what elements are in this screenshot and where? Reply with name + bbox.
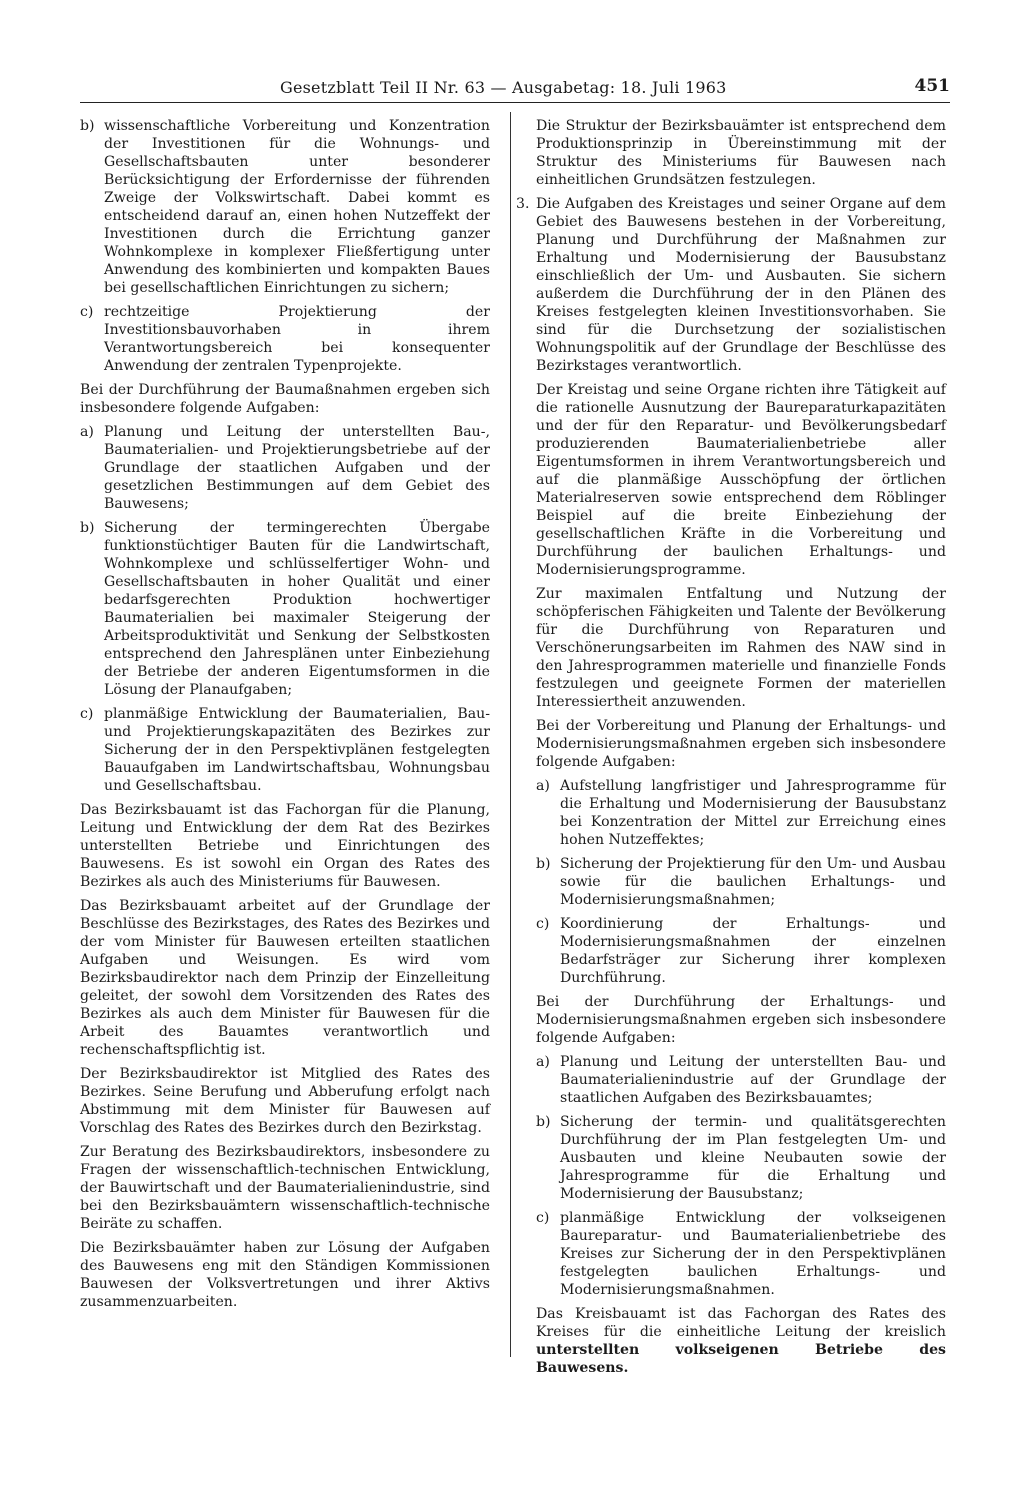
page-title: Gesetzblatt Teil II Nr. 63 — Ausgabetag: 18. Juli 1963 <box>280 78 727 97</box>
list-text: Planung und Leitung der unterstellten Bau- und Baumaterialienindustrie auf der Grundlage der staatlichen Aufgaben des Bezirksbauamtes; <box>560 1054 946 1106</box>
paragraph: Das Bezirksbauamt arbeitet auf der Grundlage der Beschlüsse des Bezirkstages, des Rates des Bezirkes und der vom Minister für Bauwesen erteilten staatlichen Aufgaben und Weisungen. Es wird vom Bezirksbaudirektor nach dem Prinzip der Einzelleitung geleitet, der sowohl dem Vorsitzenden des Rates des Bezirkes als auch dem Minister für Bauwesen für die Arbeit des Bauamtes verantwortlich und rechenschaftspflichtig ist. <box>80 898 490 1058</box>
right-column <box>516 117 946 1383</box>
list-text: planmäßige Entwicklung der Baumaterialien, Bau- und Projektierungskapazitäten des Bezirkes zur Sicherung der in den Perspektivplänen festgelegten Bauaufgaben im Landwirtschaftsbau, Wohnungsbau und Gesellschaftsbau. <box>104 706 490 794</box>
paragraph <box>536 1305 946 1377</box>
list-label: b) <box>80 520 95 536</box>
list-text: Koordinierung der Erhaltungs- und Modernisierungsmaßnahmen der einzelnen Bedarfsträger zur Sicherung ihrer komplexen Durchführung. <box>560 916 946 986</box>
list-label: b) <box>536 1114 551 1130</box>
paragraph: Bei der Durchführung der Erhaltungs- und Modernisierungsmaßnahmen ergeben sich insbesondere folgende Aufgaben: <box>536 994 946 1046</box>
left-column <box>80 117 490 1317</box>
list-text: Sicherung der termin- und qualitätsgerechten Durchführung der im Plan festgelegten Um- und Ausbauten und kleine Neubauten sowie der Jahresprogramme für die Erhaltung und Modernisierung der Bausubstanz; <box>560 1114 946 1202</box>
paragraph: Das Bezirksbauamt ist das Fachorgan für die Planung, Leitung und Entwicklung der dem Rat des Bezirkes unterstellten Betriebe und Einrichtungen des Bauwesens. Es ist sowohl ein Organ des Rates des Bezirkes als auch des Ministeriums für Bauwesen. <box>80 802 490 890</box>
list-text: rechtzeitige Projektierung der Investitionsbauvorhaben in ihrem Verantwortungsbereich bei konsequenter Anwendung der zentralen Typenprojekte. <box>104 304 490 374</box>
list-text: Planung und Leitung der unterstellten Bau-, Baumaterialien- und Projektierungsbetriebe auf der Grundlage der staatlichen Aufgaben und der gesetzlichen Bestimmungen auf dem Gebiet des Bauwesens; <box>104 424 490 512</box>
paragraph-text: Das Kreisbauamt ist das Fachorgan des Rates des Kreises für die einheitliche Leitung der kreislich <box>536 1306 946 1340</box>
page-header <box>80 78 950 103</box>
paragraph-text-emphasis: unterstellten volkseigenen Betriebe des Bauwesens. <box>536 1342 946 1376</box>
list-item <box>80 705 490 795</box>
list-label: a) <box>536 778 550 794</box>
list-text: Die Aufgaben des Kreistages und seiner Organe auf dem Gebiet des Bauwesens bestehen in der Vorbereitung, Planung und Durchführung der Maßnahmen zur Erhaltung und Modernisierung der Bausubstanz einschließlich der Um- und Ausbauten. Sie sichern außerdem die Durchführung der in den Plänen des Kreises festgelegten kleinen Investitionsvorhaben. Sie sind für die Durchsetzung der sozialistischen Wohnungspolitik auf der Grundlage der Beschlüsse des Bezirkstages verantwortlich. <box>536 196 946 374</box>
paragraph: Der Bezirksbaudirektor ist Mitglied des Rates des Bezirkes. Seine Berufung und Abberufung erfolgt nach Abstimmung mit dem Minister für Bauwesen auf Vorschlag des Rates des Bezirkes durch den Bezirkstag. <box>80 1066 490 1136</box>
list-label: b) <box>536 856 551 872</box>
paragraph: Bei der Vorbereitung und Planung der Erhaltungs- und Modernisierungsmaßnahmen ergeben sich insbesondere folgende Aufgaben: <box>536 718 946 770</box>
list-item <box>536 855 946 909</box>
list-text: Aufstellung langfristiger und Jahresprogramme für die Erhaltung und Modernisierung der Bausubstanz bei Konzentration der Mittel zur Erreichung eines hohen Nutzeffektes; <box>560 778 946 848</box>
list-text: Sicherung der Projektierung für den Um- und Ausbau sowie für die baulichen Erhaltungs- und Modernisierungsmaßnahmen; <box>560 856 946 908</box>
paragraph: Zur maximalen Entfaltung und Nutzung der schöpferischen Fähigkeiten und Talente der Bevölkerung für die Durchführung von Reparaturen und Verschönerungsarbeiten im Rahmen des NAW sind in den Jahresprogrammen materielle und finanzielle Fonds festzulegen und geeignete Formen der materiellen Interessiertheit anzuwenden. <box>536 586 946 710</box>
paragraph: Bei der Durchführung der Baumaßnahmen ergeben sich insbesondere folgende Aufgaben: <box>80 382 490 416</box>
paragraph: Die Bezirksbauämter haben zur Lösung der Aufgaben des Bauwesens eng mit den Ständigen Kommissionen Bauwesen der Volksvertretungen und ihrer Aktivs zusammenzuarbeiten. <box>80 1240 490 1310</box>
paragraph: Zur Beratung des Bezirksbaudirektors, insbesondere zu Fragen der wissenschaftlich-technischen Entwicklung, der Bauwirtschaft und der Baumaterialienindustrie, sind bei den Bezirksbauämtern wissenschaftlich-technische Beiräte zu schaffen. <box>80 1144 490 1232</box>
list-item <box>536 915 946 987</box>
list-item <box>80 303 490 375</box>
list-text: Sicherung der termingerechten Übergabe funktionstüchtiger Bauten für die Landwirtschaft, Wohnkomplexe und schlüsselfertiger Wohn- und Gesellschaftsbauten in hoher Qualität und einer bedarfsgerechten Produktion hochwertiger Baumaterialien bei maximaler Steigerung der Arbeitsproduktivität und Senkung der Selbstkosten entsprechend den Jahresplänen unter Einbeziehung der Betriebe der anderen Eigentumsformen in die Lösung der Planaufgaben; <box>104 520 490 698</box>
list-text: planmäßige Entwicklung der volkseigenen Baureparatur- und Baumaterialienbetriebe des Kreises zur Sicherung der in den Perspektivplänen festgelegten baulichen Erhaltungs- und Modernisierungsmaßnahmen. <box>560 1210 946 1298</box>
list-label: c) <box>536 916 550 932</box>
list-text: wissenschaftliche Vorbereitung und Konzentration der Investitionen für die Wohnungs- und Gesellschaftsbauten unter besonderer Berücksichtigung der Erfordernisse der führenden Zweige der Volkswirtschaft. Dabei kommt es entscheidend darauf an, einen hohen Nutzeffekt der Investitionen durch die Errichtung ganzer Wohnkomplexe in komplexer Fließfertigung unter Anwendung des kombinierten und kompakten Baues bei gesellschaftlichen Einrichtungen zu sichern; <box>104 118 490 296</box>
numbered-item <box>516 195 946 375</box>
paragraph: Die Struktur der Bezirksbauämter ist entsprechend dem Produktionsprinzip in Übereinstimmung mit der Struktur des Ministeriums für Bauwesen nach einheitlichen Grundsätzen festzulegen. <box>536 118 946 188</box>
list-label: c) <box>80 706 94 722</box>
list-item <box>80 423 490 513</box>
paragraph: Der Kreistag und seine Organe richten ihre Tätigkeit auf die rationelle Ausnutzung der Baureparaturkapazitäten und der für den Reparatur- und Bevölkerungsbedarf produzierenden Baumaterialienbetriebe aller Eigentumsformen in ihrem Verantwortungsbereich und auf die planmäßige Ausschöpfung der örtlichen Materialreserven sowie entsprechend dem Röblinger Beispiel auf die breite Einbeziehung der gesellschaftlichen Kräfte in die Vorbereitung und Durchführung der baulichen Erhaltungs- und Modernisierungsprogramme. <box>536 382 946 578</box>
list-item <box>536 1113 946 1203</box>
column-divider <box>510 112 511 1357</box>
page-number: 451 <box>914 76 950 96</box>
list-label: a) <box>536 1054 550 1070</box>
list-label: c) <box>80 304 94 320</box>
list-item <box>536 777 946 849</box>
list-item <box>80 117 490 297</box>
list-item <box>536 1053 946 1107</box>
list-item <box>536 1209 946 1299</box>
list-label: c) <box>536 1210 550 1226</box>
list-item <box>80 519 490 699</box>
list-label: b) <box>80 118 95 134</box>
list-label: 3. <box>516 196 530 212</box>
list-label: a) <box>80 424 94 440</box>
